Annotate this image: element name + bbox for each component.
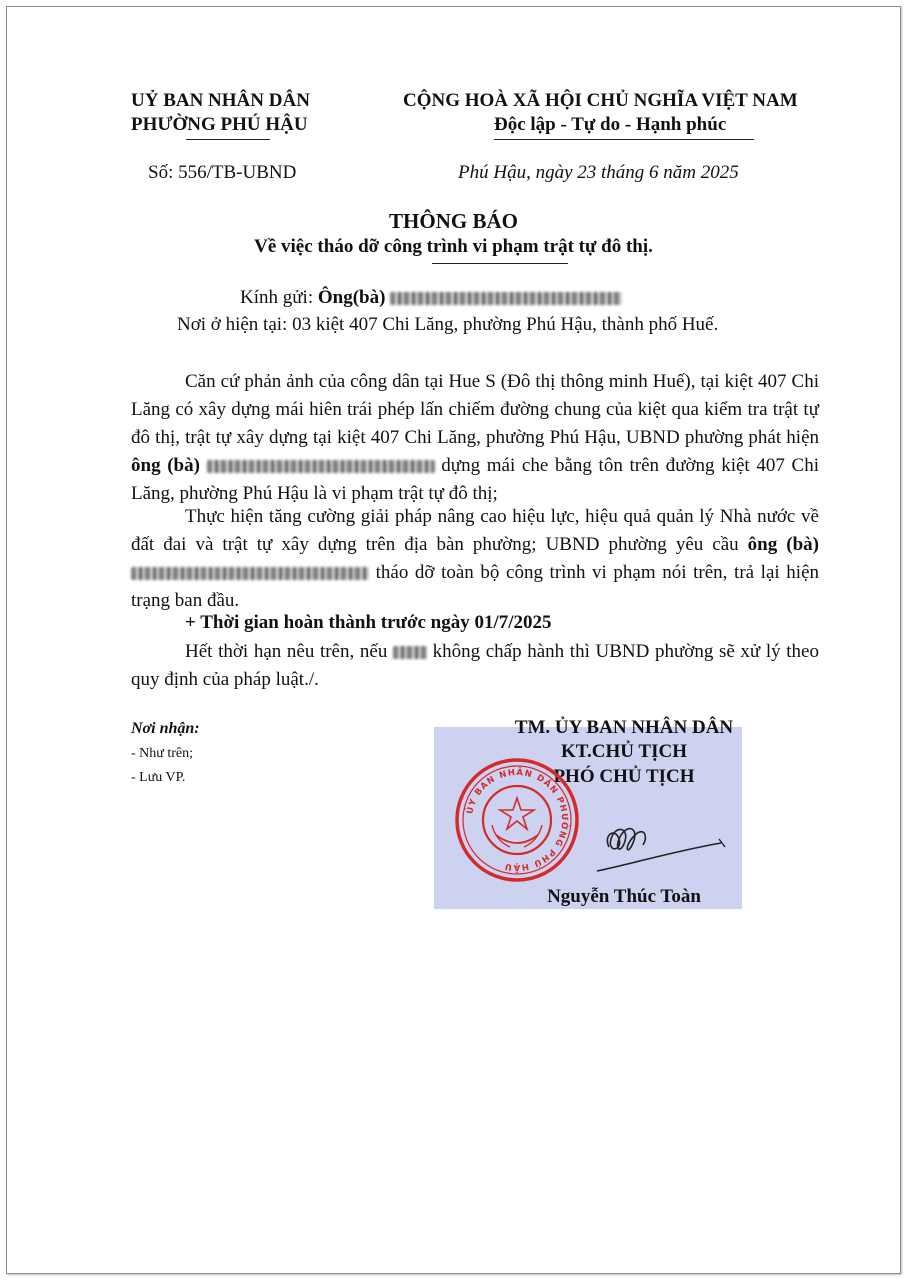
recipients-item-1: - Như trên; bbox=[131, 746, 194, 761]
recipient-prefix: Ông(bà) bbox=[317, 287, 386, 308]
paragraph-1-text-b: dựng mái che bằng tôn trên đường kiệt 407 Chi Lăng, phường Phú Hậu là vi phạm trật tự đô thị; bbox=[131, 455, 820, 504]
org-name-line2: PHƯỜNG PHÚ HẬU bbox=[131, 114, 308, 135]
org-underline bbox=[186, 139, 270, 140]
paragraph-4-text-a: Hết thời hạn nêu trên, nếu bbox=[185, 641, 393, 662]
redacted-word bbox=[393, 646, 427, 659]
recipients-title: Nơi nhận: bbox=[131, 720, 200, 737]
paragraph-2-text-a: Thực hiện tăng cường giải pháp nâng cao hiệu lực, hiệu quả quản lý Nhà nước về đất đai và trật tự xây dựng trên địa bàn phường; UBND phường yêu cầu bbox=[131, 506, 819, 555]
document-title: THÔNG BÁO bbox=[389, 209, 518, 233]
document-date: Phú Hậu, ngày 23 tháng 6 năm 2025 bbox=[458, 162, 739, 183]
paragraph-1-text-a: Căn cứ phản ảnh của công dân tại Hue S (Đô thị thông minh Huế), tại kiệt 407 Chi Lăng có xây dựng mái hiên trái phép lấn chiếm đường chung của kiệt qua kiểm tra trật tự đô thị, trật tự xây dựng tại kiệt 407 Chi Lăng, phường Phú Hậu, UBND phường phát hiện bbox=[131, 371, 819, 448]
redacted-name bbox=[207, 460, 435, 473]
document-number: Số: 556/TB-UBND bbox=[148, 162, 297, 183]
recipient-label: Kính gửi: bbox=[240, 287, 318, 308]
signer-name: Nguyễn Thúc Toàn bbox=[547, 886, 701, 907]
subtitle-underline bbox=[432, 263, 568, 264]
handwritten-signature bbox=[595, 805, 735, 875]
official-stamp-icon bbox=[452, 755, 582, 885]
redacted-name bbox=[131, 567, 369, 580]
redacted-name bbox=[390, 292, 622, 305]
signature-title-2: KT.CHỦ TỊCH bbox=[561, 741, 687, 762]
nation-motto: Độc lập - Tự do - Hạnh phúc bbox=[494, 114, 727, 135]
paragraph-1 bbox=[131, 368, 819, 508]
signature-title-1: TM. ỦY BAN NHÂN DÂN bbox=[514, 717, 734, 738]
motto-underline bbox=[494, 139, 754, 140]
nation-title: CỘNG HOÀ XÃ HỘI CHỦ NGHĨA VIỆT NAM bbox=[403, 90, 798, 111]
paragraph-4-text-b: không chấp hành thì UBND phường sẽ xử lý theo quy định của pháp luật./. bbox=[131, 641, 819, 690]
paragraph-2-bold: ông (bà) bbox=[747, 534, 819, 555]
paragraph-4 bbox=[131, 638, 819, 694]
recipient-line bbox=[240, 287, 622, 309]
recipient-address: Nơi ở hiện tại: 03 kiệt 407 Chi Lăng, phường Phú Hậu, thành phố Huế. bbox=[177, 314, 719, 335]
recipients-item-2: - Lưu VP. bbox=[131, 770, 186, 785]
stamp-ring-text: ỦY BAN NHÂN DÂN PHƯỜNG PHÚ HẬU bbox=[465, 767, 570, 873]
paragraph-2 bbox=[131, 503, 819, 615]
signature-title-3: PHÓ CHỦ TỊCH bbox=[553, 766, 695, 787]
deadline-line: + Thời gian hoàn thành trước ngày 01/7/2025 bbox=[185, 612, 552, 633]
document-subtitle: Về việc tháo dỡ công trình vi phạm trật tự đô thị. bbox=[254, 236, 653, 257]
org-name-line1: UỶ BAN NHÂN DÂN bbox=[131, 90, 310, 111]
paragraph-2-text-b: tháo dỡ toàn bộ công trình vi phạm nói trên, trả lại hiện trạng ban đầu. bbox=[131, 562, 819, 611]
paragraph-1-bold: ông (bà) bbox=[131, 455, 200, 476]
